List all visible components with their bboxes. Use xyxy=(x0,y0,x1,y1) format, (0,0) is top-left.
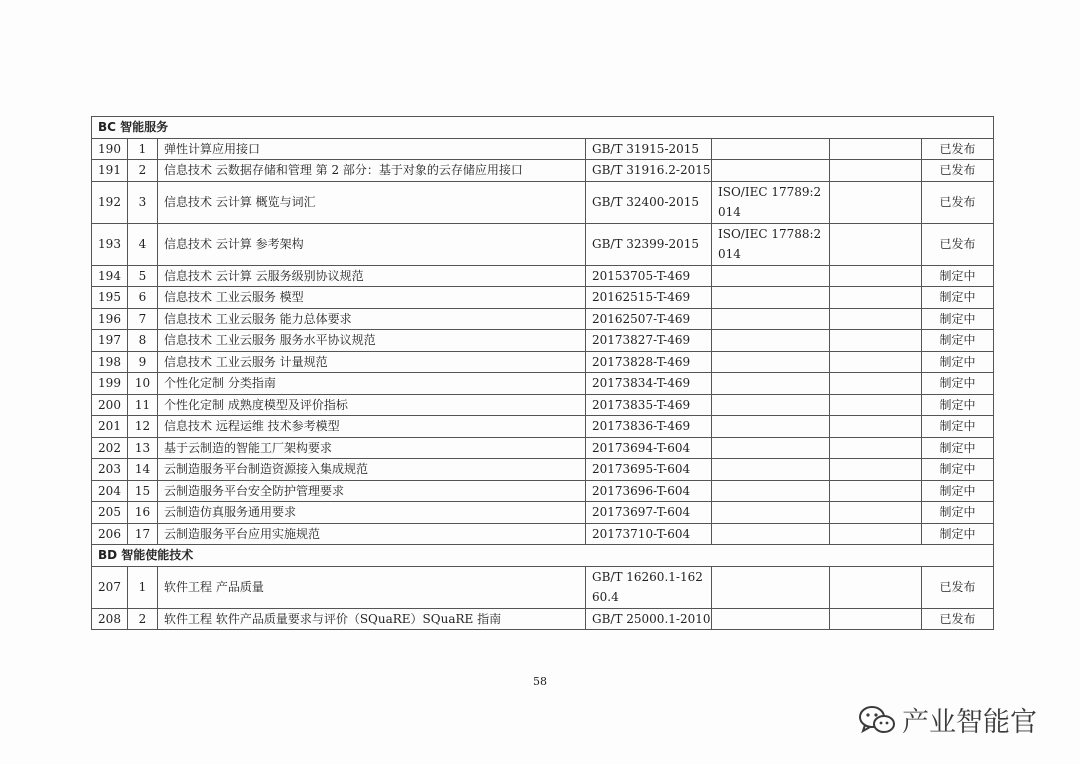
sub-number: 1 xyxy=(128,138,158,160)
sub-number: 4 xyxy=(128,223,158,265)
table-row xyxy=(92,160,994,182)
standard-name: 信息技术 云计算 参考架构 xyxy=(158,223,586,265)
page-number: 58 xyxy=(533,675,547,688)
international-ref xyxy=(712,566,830,608)
international-ref xyxy=(712,480,830,502)
blank-cell xyxy=(830,181,922,223)
standard-code: GB/T 32399-2015 xyxy=(586,223,712,265)
blank-cell xyxy=(830,437,922,459)
standard-code: 20162515-T-469 xyxy=(586,287,712,309)
standard-code: 20173696-T-604 xyxy=(586,480,712,502)
table-row xyxy=(92,394,994,416)
standard-name: 个性化定制 分类指南 xyxy=(158,373,586,395)
sub-number: 8 xyxy=(128,330,158,352)
status-cell: 制定中 xyxy=(922,437,994,459)
table-row xyxy=(92,459,994,481)
status-cell: 制定中 xyxy=(922,265,994,287)
status-cell: 已发布 xyxy=(922,138,994,160)
standard-code: 20173828-T-469 xyxy=(586,351,712,373)
status-cell: 制定中 xyxy=(922,394,994,416)
standard-code: 20173694-T-604 xyxy=(586,437,712,459)
blank-cell xyxy=(830,330,922,352)
sub-number: 15 xyxy=(128,480,158,502)
blank-cell xyxy=(830,459,922,481)
section-header xyxy=(92,545,994,567)
standard-name: 信息技术 云数据存储和管理 第 2 部分：基于对象的云存储应用接口 xyxy=(158,160,586,182)
status-cell: 制定中 xyxy=(922,308,994,330)
standard-code: 20173827-T-469 xyxy=(586,330,712,352)
row-number: 200 xyxy=(92,394,128,416)
status-cell: 已发布 xyxy=(922,223,994,265)
standard-name: 信息技术 工业云服务 能力总体要求 xyxy=(158,308,586,330)
international-ref xyxy=(712,502,830,524)
sub-number: 10 xyxy=(128,373,158,395)
row-number: 205 xyxy=(92,502,128,524)
standard-code: 20173695-T-604 xyxy=(586,459,712,481)
blank-cell xyxy=(830,480,922,502)
table-row xyxy=(92,373,994,395)
row-number: 201 xyxy=(92,416,128,438)
blank-cell xyxy=(830,566,922,608)
sub-number: 17 xyxy=(128,523,158,545)
sub-number: 11 xyxy=(128,394,158,416)
standard-name: 信息技术 工业云服务 模型 xyxy=(158,287,586,309)
blank-cell xyxy=(830,223,922,265)
table-row xyxy=(92,330,994,352)
international-ref xyxy=(712,138,830,160)
row-number: 192 xyxy=(92,181,128,223)
standard-name: 信息技术 工业云服务 计量规范 xyxy=(158,351,586,373)
international-ref xyxy=(712,608,830,630)
international-ref xyxy=(712,351,830,373)
standard-name: 信息技术 云计算 云服务级别协议规范 xyxy=(158,265,586,287)
table-row xyxy=(92,502,994,524)
sub-number: 6 xyxy=(128,287,158,309)
row-number: 202 xyxy=(92,437,128,459)
row-number: 196 xyxy=(92,308,128,330)
international-ref xyxy=(712,265,830,287)
watermark-text: 产业智能官 xyxy=(902,707,1037,738)
table-row xyxy=(92,265,994,287)
standard-code: 20173834-T-469 xyxy=(586,373,712,395)
standard-code: 20173836-T-469 xyxy=(586,416,712,438)
row-number: 208 xyxy=(92,608,128,630)
standard-code: GB/T 31915-2015 xyxy=(586,138,712,160)
blank-cell xyxy=(830,308,922,330)
sub-number: 2 xyxy=(128,160,158,182)
international-ref xyxy=(712,330,830,352)
standard-code: 20173697-T-604 xyxy=(586,502,712,524)
blank-cell xyxy=(830,265,922,287)
table-row xyxy=(92,480,994,502)
status-cell: 已发布 xyxy=(922,566,994,608)
row-number: 198 xyxy=(92,351,128,373)
standard-name: 云制造服务平台应用实施规范 xyxy=(158,523,586,545)
standard-code: GB/T 25000.1-2010 xyxy=(586,608,712,630)
blank-cell xyxy=(830,351,922,373)
standard-name: 软件工程 软件产品质量要求与评价（SQuaRE）SQuaRE 指南 xyxy=(158,608,586,630)
international-ref: ISO/IEC 17788:2014 xyxy=(712,223,830,265)
blank-cell xyxy=(830,416,922,438)
standard-name: 云制造服务平台安全防护管理要求 xyxy=(158,480,586,502)
sub-number: 14 xyxy=(128,459,158,481)
standard-code: 20173710-T-604 xyxy=(586,523,712,545)
sub-number: 2 xyxy=(128,608,158,630)
standard-name: 云制造仿真服务通用要求 xyxy=(158,502,586,524)
table-row xyxy=(92,287,994,309)
table-row xyxy=(92,181,994,223)
sub-number: 7 xyxy=(128,308,158,330)
blank-cell xyxy=(830,373,922,395)
standards-table xyxy=(91,116,994,630)
status-cell: 制定中 xyxy=(922,459,994,481)
standard-code: GB/T 16260.1-16260.4 xyxy=(586,566,712,608)
international-ref xyxy=(712,308,830,330)
row-number: 190 xyxy=(92,138,128,160)
international-ref xyxy=(712,437,830,459)
international-ref xyxy=(712,373,830,395)
sub-number: 16 xyxy=(128,502,158,524)
sub-number: 1 xyxy=(128,566,158,608)
section-title: BC 智能服务 xyxy=(92,117,994,139)
status-cell: 制定中 xyxy=(922,523,994,545)
standard-name: 软件工程 产品质量 xyxy=(158,566,586,608)
status-cell: 已发布 xyxy=(922,160,994,182)
table-row xyxy=(92,138,994,160)
table-row xyxy=(92,566,994,608)
standard-code: GB/T 31916.2-2015 xyxy=(586,160,712,182)
status-cell: 制定中 xyxy=(922,502,994,524)
table-row xyxy=(92,416,994,438)
international-ref xyxy=(712,416,830,438)
row-number: 191 xyxy=(92,160,128,182)
row-number: 197 xyxy=(92,330,128,352)
international-ref: ISO/IEC 17789:2014 xyxy=(712,181,830,223)
standard-code: GB/T 32400-2015 xyxy=(586,181,712,223)
international-ref xyxy=(712,394,830,416)
standard-code: 20162507-T-469 xyxy=(586,308,712,330)
standard-name: 弹性计算应用接口 xyxy=(158,138,586,160)
standard-name: 基于云制造的智能工厂架构要求 xyxy=(158,437,586,459)
row-number: 193 xyxy=(92,223,128,265)
section-header xyxy=(92,117,994,139)
standard-name: 信息技术 工业云服务 服务水平协议规范 xyxy=(158,330,586,352)
blank-cell xyxy=(830,394,922,416)
table-row xyxy=(92,351,994,373)
sub-number: 9 xyxy=(128,351,158,373)
blank-cell xyxy=(830,502,922,524)
wechat-icon xyxy=(858,704,896,736)
blank-cell xyxy=(830,523,922,545)
row-number: 199 xyxy=(92,373,128,395)
table-row xyxy=(92,223,994,265)
section-title: BD 智能使能技术 xyxy=(92,545,994,567)
table-row xyxy=(92,437,994,459)
sub-number: 12 xyxy=(128,416,158,438)
row-number: 195 xyxy=(92,287,128,309)
sub-number: 3 xyxy=(128,181,158,223)
standard-name: 信息技术 云计算 概览与词汇 xyxy=(158,181,586,223)
international-ref xyxy=(712,287,830,309)
blank-cell xyxy=(830,608,922,630)
row-number: 206 xyxy=(92,523,128,545)
watermark xyxy=(858,700,1037,739)
standard-name: 信息技术 远程运维 技术参考模型 xyxy=(158,416,586,438)
table-row xyxy=(92,608,994,630)
international-ref xyxy=(712,523,830,545)
status-cell: 制定中 xyxy=(922,287,994,309)
row-number: 194 xyxy=(92,265,128,287)
status-cell: 已发布 xyxy=(922,608,994,630)
standard-name: 个性化定制 成熟度模型及评价指标 xyxy=(158,394,586,416)
blank-cell xyxy=(830,287,922,309)
blank-cell xyxy=(830,160,922,182)
status-cell: 制定中 xyxy=(922,351,994,373)
standard-name: 云制造服务平台制造资源接入集成规范 xyxy=(158,459,586,481)
table-row xyxy=(92,523,994,545)
row-number: 203 xyxy=(92,459,128,481)
status-cell: 已发布 xyxy=(922,181,994,223)
status-cell: 制定中 xyxy=(922,480,994,502)
status-cell: 制定中 xyxy=(922,416,994,438)
status-cell: 制定中 xyxy=(922,330,994,352)
row-number: 204 xyxy=(92,480,128,502)
status-cell: 制定中 xyxy=(922,373,994,395)
standard-code: 20173835-T-469 xyxy=(586,394,712,416)
international-ref xyxy=(712,459,830,481)
sub-number: 5 xyxy=(128,265,158,287)
blank-cell xyxy=(830,138,922,160)
standard-code: 20153705-T-469 xyxy=(586,265,712,287)
international-ref xyxy=(712,160,830,182)
table-row xyxy=(92,308,994,330)
sub-number: 13 xyxy=(128,437,158,459)
row-number: 207 xyxy=(92,566,128,608)
